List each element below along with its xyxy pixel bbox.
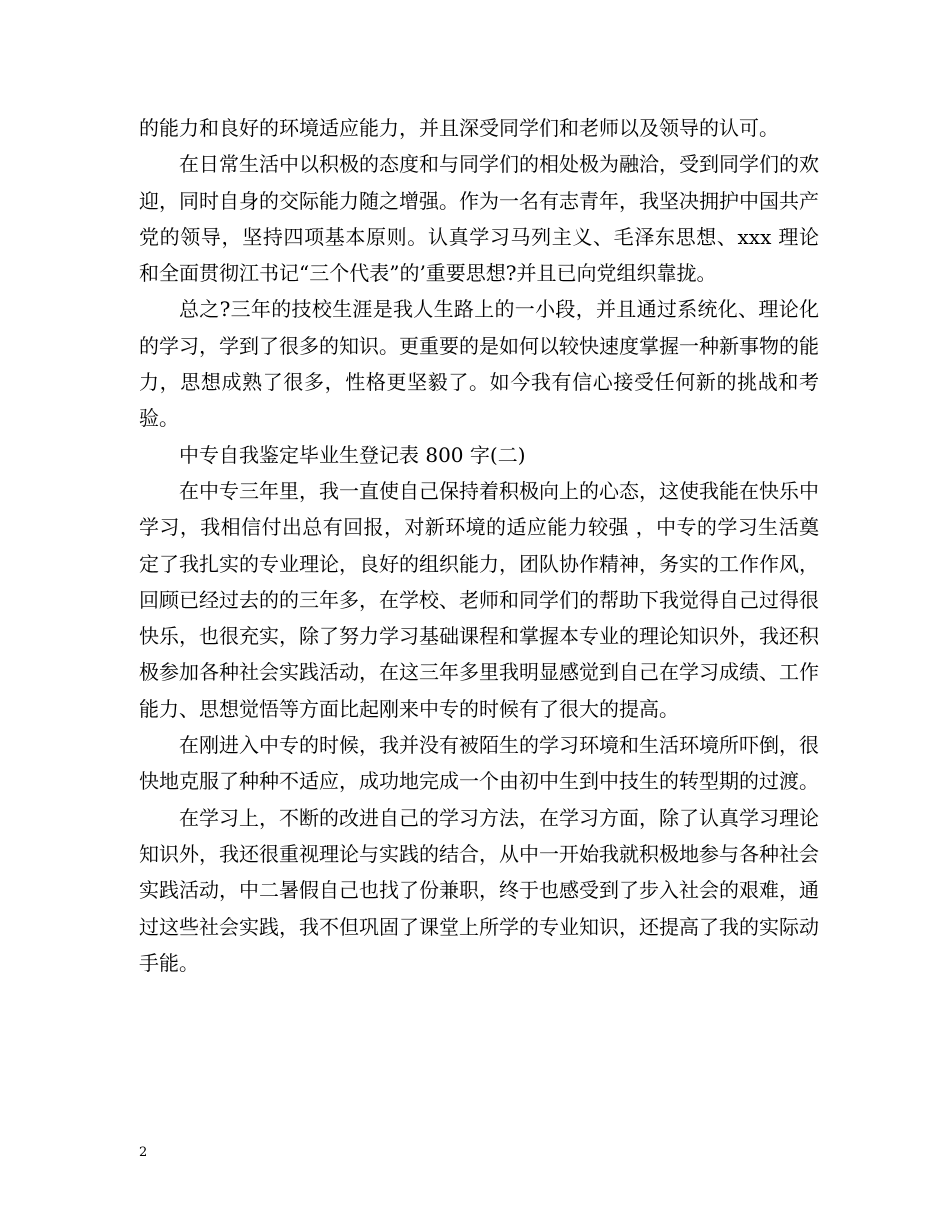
- paragraph: 总之?三年的技校生涯是我人生路上的一小段，并且通过系统化、理论化的学习，学到了很多的知识。更重要的是如何以较快速度掌握一种新事物的能力，思想成熟了很多，性格更坚毅了。如今我有信心接受任何新的挑战和考验。: [139, 297, 819, 431]
- body-text: [139, 110, 819, 981]
- page-number: 2: [139, 1145, 148, 1160]
- paragraph: 在中专三年里，我一直使自己保持着积极向上的心态，这使我能在快乐中学习，我相信付出总有回报，对新环境的适应能力较强 ，中专的学习生活奠定了我扎实的专业理论，良好的组织能力，团队协作精神，务实的工作作风， 回顾已经过去的的三年多，在学校、老师和同学们的帮助下我觉得自己过得很快乐，也很充实，除了努力学习基础课程和掌握本专业的理论知识外，我还积极参加各种社会实践活动，在这三年多里我明显感觉到自己在学习成绩、工作能力、思想觉悟等方面比起刚来中专的时候有了很大的提高。: [139, 478, 819, 721]
- paragraph: 在刚进入中专的时候，我并没有被陌生的学习环境和生活环境所吓倒，很快地克服了种种不适应，成功地完成一个由初中生到中技生的转型期的过渡。: [139, 733, 819, 794]
- section-heading: 中专自我鉴定毕业生登记表 800 字(二): [179, 442, 526, 467]
- paragraph: 的能力和良好的环境适应能力，并且深受同学们和老师以及领导的认可。: [139, 116, 779, 140]
- paragraph: 在日常生活中以积极的态度和与同学们的相处极为融洽，受到同学们的欢迎，同时自身的交际能力随之增强。作为一名有志青年，我坚决拥护中国共产党的领导，坚持四项基本原则。认真学习马列主义、毛泽东思想、xxx 理论和全面贯彻江书记“三个代表”的’重要思想?并且已向党组织靠拢。: [139, 152, 819, 286]
- paragraph: 在学习上，不断的改进自己的学习方法，在学习方面，除了认真学习理论知识外，我还很重视理论与实践的结合，从中一开始我就积极地参与各种社会实践活动，中二暑假自己也找了份兼职，终于也感受到了步入社会的艰难，通过这些社会实践，我不但巩固了课堂上所学的专业知识，还提高了我的实际动手能。: [139, 805, 819, 975]
